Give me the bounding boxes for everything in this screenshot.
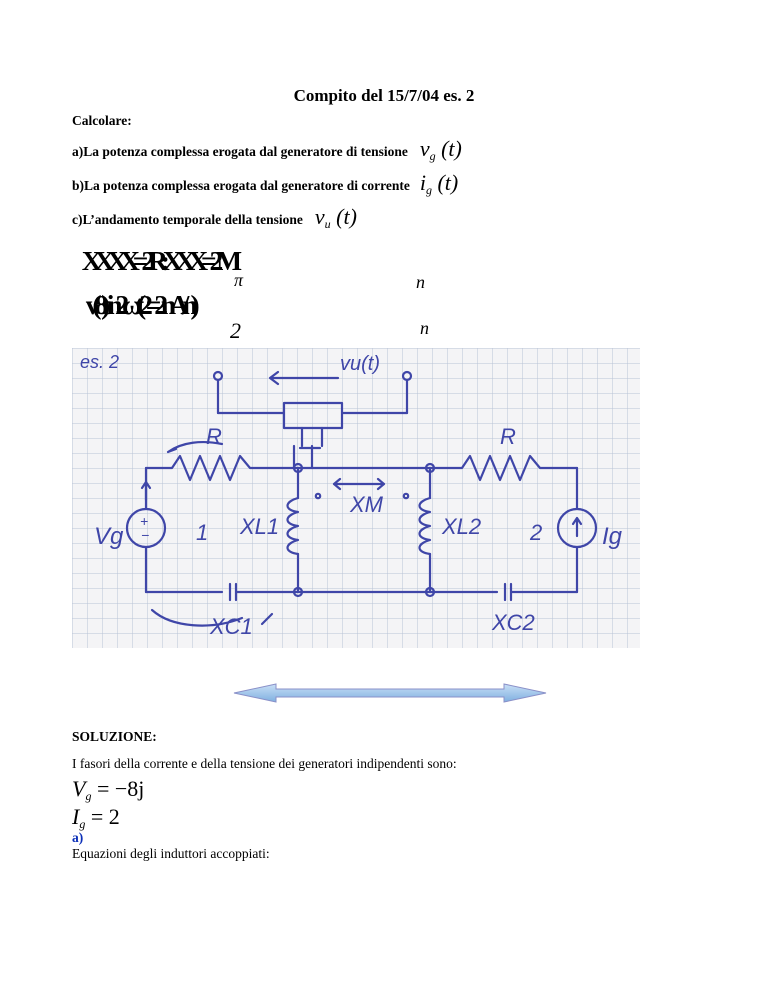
mesh-1-label: 1 <box>196 520 209 545</box>
nav-double-arrow[interactable] <box>232 683 548 703</box>
circuit-header-label: es. 2 <box>80 352 120 372</box>
task-b-text: b)La potenza complessa erogata dal generatore di corrente <box>72 178 410 193</box>
xm-label: XM <box>350 492 383 517</box>
double-arrow-icon <box>232 683 548 703</box>
xc2-label: XC2 <box>492 610 535 635</box>
circuit-photo <box>72 348 640 648</box>
vg-label: Vg <box>94 523 124 550</box>
task-c <box>72 204 692 232</box>
garbled-n1: n <box>416 272 425 292</box>
ig-label: Ig <box>602 523 623 550</box>
task-c-math: $v_u$ (t) <box>314 204 357 231</box>
task-a-text: a)La potenza complessa erogata dal generatore di tensione <box>72 144 408 159</box>
source-minus: − <box>141 527 150 543</box>
solution-heading: SOLUZIONE: <box>72 729 157 744</box>
solution-intro: I fasori della corrente e della tensione dei generatori indipendenti sono: <box>72 756 457 771</box>
task-b-math: $i_g$ (t) <box>419 170 459 197</box>
part-a-label: a) <box>72 830 84 845</box>
garbled-n2: n <box>420 318 429 338</box>
task-c-text: c)L’andamento temporale della tensione <box>72 212 303 227</box>
r-left-label: R <box>206 424 222 449</box>
task-a-math: $v_g$ (t) <box>419 136 462 163</box>
xc1-label: XC1 <box>210 614 253 639</box>
xl1-label: XL1 <box>240 514 280 539</box>
garbled-formula-line2: v(8)sin2ωt(2=2nA/n) <box>85 290 193 320</box>
vu-label: vu(t) <box>340 353 380 375</box>
page-title: Compito del 15/7/04 es. 2 <box>293 86 475 105</box>
source-plus: + <box>140 513 149 529</box>
garbled-frac-2: 2 <box>230 318 241 343</box>
garbled-pi: π <box>234 270 244 290</box>
task-b <box>72 170 692 198</box>
part-a-text: Equazioni degli induttori accoppiati: <box>72 846 270 861</box>
intro-label: Calcolare: <box>72 113 132 128</box>
vg-equation: $V_g = -8j$ <box>72 776 145 803</box>
task-a <box>72 136 692 164</box>
mesh-2-label: 2 <box>530 520 543 545</box>
r-right-label: R <box>500 424 516 449</box>
xl2-label: XL2 <box>442 514 482 539</box>
circuit-diagram <box>72 348 640 648</box>
garbled-formula-line1: XXXX=2R:XXX=2M <box>81 246 236 276</box>
ig-equation: $I_g = 2$ <box>72 804 120 831</box>
